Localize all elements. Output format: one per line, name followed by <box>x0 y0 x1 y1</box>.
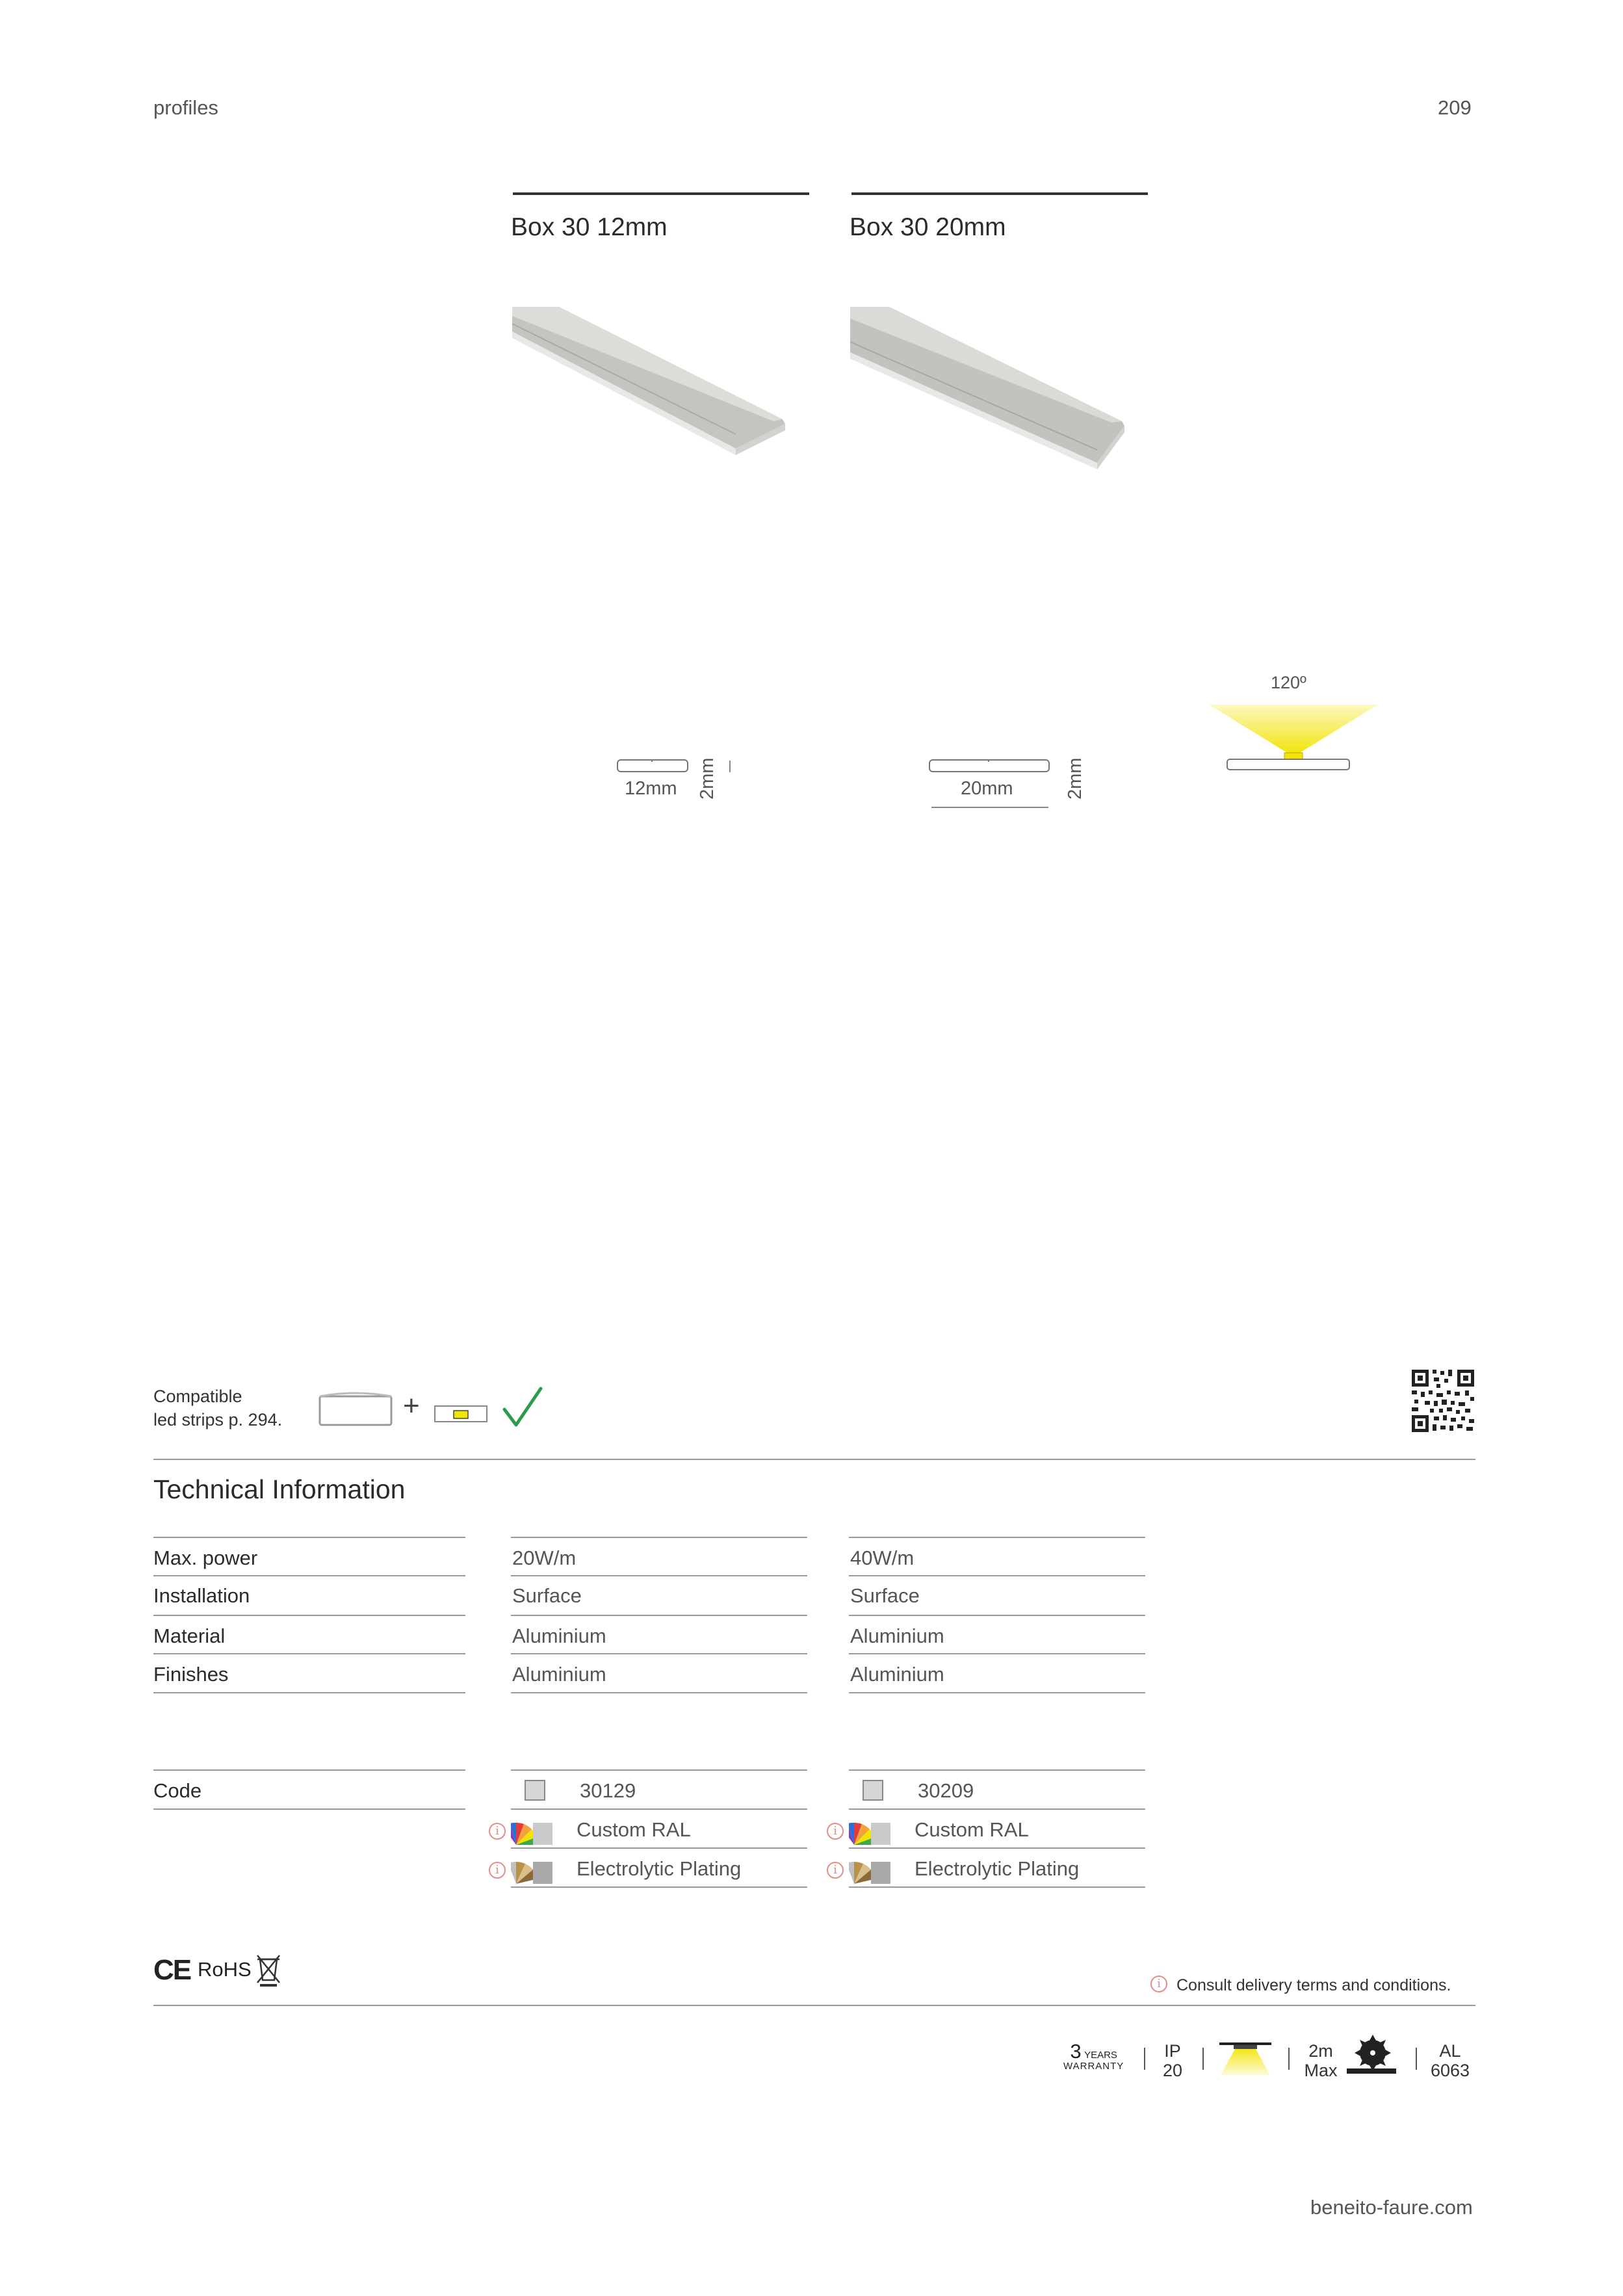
warranty-badge <box>1063 2040 1124 2072</box>
row-rule <box>849 1575 1145 1576</box>
row-rule <box>849 1692 1145 1693</box>
info-icon[interactable]: i <box>827 1862 844 1879</box>
info-icon[interactable]: i <box>489 1862 506 1879</box>
feature-separator <box>1144 2048 1145 2070</box>
row-rule <box>511 1769 807 1771</box>
technical-title: Technical Information <box>153 1474 406 1504</box>
spec-max-power: 20W/m <box>512 1546 577 1569</box>
product-code[interactable]: 30209 <box>918 1779 974 1802</box>
option-plating[interactable]: Electrolytic Plating <box>915 1857 1080 1880</box>
row-rule <box>849 1615 1145 1616</box>
row-rule <box>153 1769 465 1771</box>
row-rule <box>849 1537 1145 1538</box>
row-rule <box>153 1692 465 1693</box>
color-fan-icon <box>849 1818 896 1846</box>
spec-installation: Surface <box>850 1584 920 1607</box>
height-dimension: 2mm <box>1065 757 1085 800</box>
check-icon <box>500 1385 546 1430</box>
qr-code[interactable] <box>1410 1368 1475 1433</box>
row-rule <box>511 1575 807 1576</box>
row-rule <box>849 1769 1145 1771</box>
title-rule <box>851 192 1148 195</box>
row-rule <box>511 1886 807 1888</box>
spec-finishes: Aluminium <box>850 1663 944 1686</box>
max-length: 2m Max <box>1304 2041 1338 2080</box>
option-plating[interactable]: Electrolytic Plating <box>577 1857 742 1880</box>
row-rule <box>511 1653 807 1654</box>
warranty-word: WARRANTY <box>1063 2061 1124 2072</box>
option-custom-ral[interactable]: Custom RAL <box>577 1818 691 1841</box>
title-rule <box>513 192 809 195</box>
product-code[interactable]: 30129 <box>580 1779 636 1802</box>
row-rule <box>511 1615 807 1616</box>
row-rule <box>153 1808 465 1810</box>
width-dimension: 20mm <box>961 778 1013 799</box>
plus-sign: + <box>403 1390 420 1422</box>
page-number: 209 <box>1438 96 1472 119</box>
row-rule <box>153 1653 465 1654</box>
saw-blade-icon <box>1344 2033 1397 2079</box>
finish-swatch <box>863 1780 883 1801</box>
delivery-footnote: Consult delivery terms and conditions. <box>1176 1976 1451 1994</box>
product-title: Box 30 20mm <box>850 213 1006 241</box>
finish-swatch <box>525 1780 545 1801</box>
spec-label-finishes: Finishes <box>153 1663 229 1686</box>
plating-fan-icon <box>511 1857 558 1885</box>
led-strip-icon <box>433 1403 491 1429</box>
spec-material: Aluminium <box>850 1624 944 1647</box>
feature-separator <box>1288 2048 1290 2070</box>
warranty-number: 3 <box>1070 2040 1082 2063</box>
row-rule <box>153 1575 465 1576</box>
info-icon[interactable]: i <box>489 1823 506 1840</box>
spec-installation: Surface <box>512 1584 582 1607</box>
rohs-label: RoHS <box>198 1958 252 1981</box>
row-rule <box>849 1653 1145 1654</box>
row-rule <box>511 1847 807 1849</box>
spec-label-material: Material <box>153 1624 226 1647</box>
beam-angle-label: 120º <box>1271 673 1306 692</box>
code-label: Code <box>153 1779 202 1802</box>
product-title: Box 30 12mm <box>511 213 668 241</box>
ce-mark: CE <box>153 1954 191 1986</box>
weee-bin-icon <box>255 1953 282 1987</box>
plating-fan-icon <box>849 1857 896 1885</box>
website-link[interactable]: beneito-faure.com <box>1310 2196 1473 2219</box>
width-dimension: 12mm <box>625 778 677 799</box>
height-dimension: 2mm <box>697 757 718 800</box>
warranty-unit: YEARS <box>1084 2050 1117 2061</box>
row-rule <box>511 1692 807 1693</box>
spec-max-power: 40W/m <box>850 1546 915 1569</box>
row-rule <box>849 1886 1145 1888</box>
spec-material: Aluminium <box>512 1624 606 1647</box>
row-rule <box>153 1615 465 1616</box>
row-rule <box>849 1808 1145 1810</box>
section-label: profiles <box>153 96 218 119</box>
feature-separator <box>1416 2048 1417 2070</box>
row-rule <box>849 1847 1145 1849</box>
profile-render-12mm <box>507 299 793 455</box>
footer-divider <box>153 2005 1475 2006</box>
row-rule <box>153 1537 465 1538</box>
profile-render-20mm <box>845 299 1131 475</box>
info-icon: i <box>1150 1976 1167 1992</box>
feature-separator <box>1202 2048 1204 2070</box>
profile-with-diffuser-icon <box>317 1391 395 1430</box>
color-fan-icon <box>511 1818 558 1846</box>
spec-finishes: Aluminium <box>512 1663 606 1686</box>
beam-angle-diagram <box>1209 702 1378 780</box>
compatible-label: Compatible led strips p. 294. <box>153 1387 283 1429</box>
section-divider <box>153 1459 1475 1460</box>
row-rule <box>511 1537 807 1538</box>
info-icon[interactable]: i <box>827 1823 844 1840</box>
ip-rating: IP 20 <box>1162 2041 1183 2080</box>
spec-label-max-power: Max. power <box>153 1546 258 1569</box>
spec-label-installation: Installation <box>153 1584 250 1607</box>
alloy-spec: AL 6063 <box>1430 2041 1470 2080</box>
row-rule <box>511 1808 807 1810</box>
option-custom-ral[interactable]: Custom RAL <box>915 1818 1029 1841</box>
surface-mount-icon <box>1219 2042 1271 2076</box>
